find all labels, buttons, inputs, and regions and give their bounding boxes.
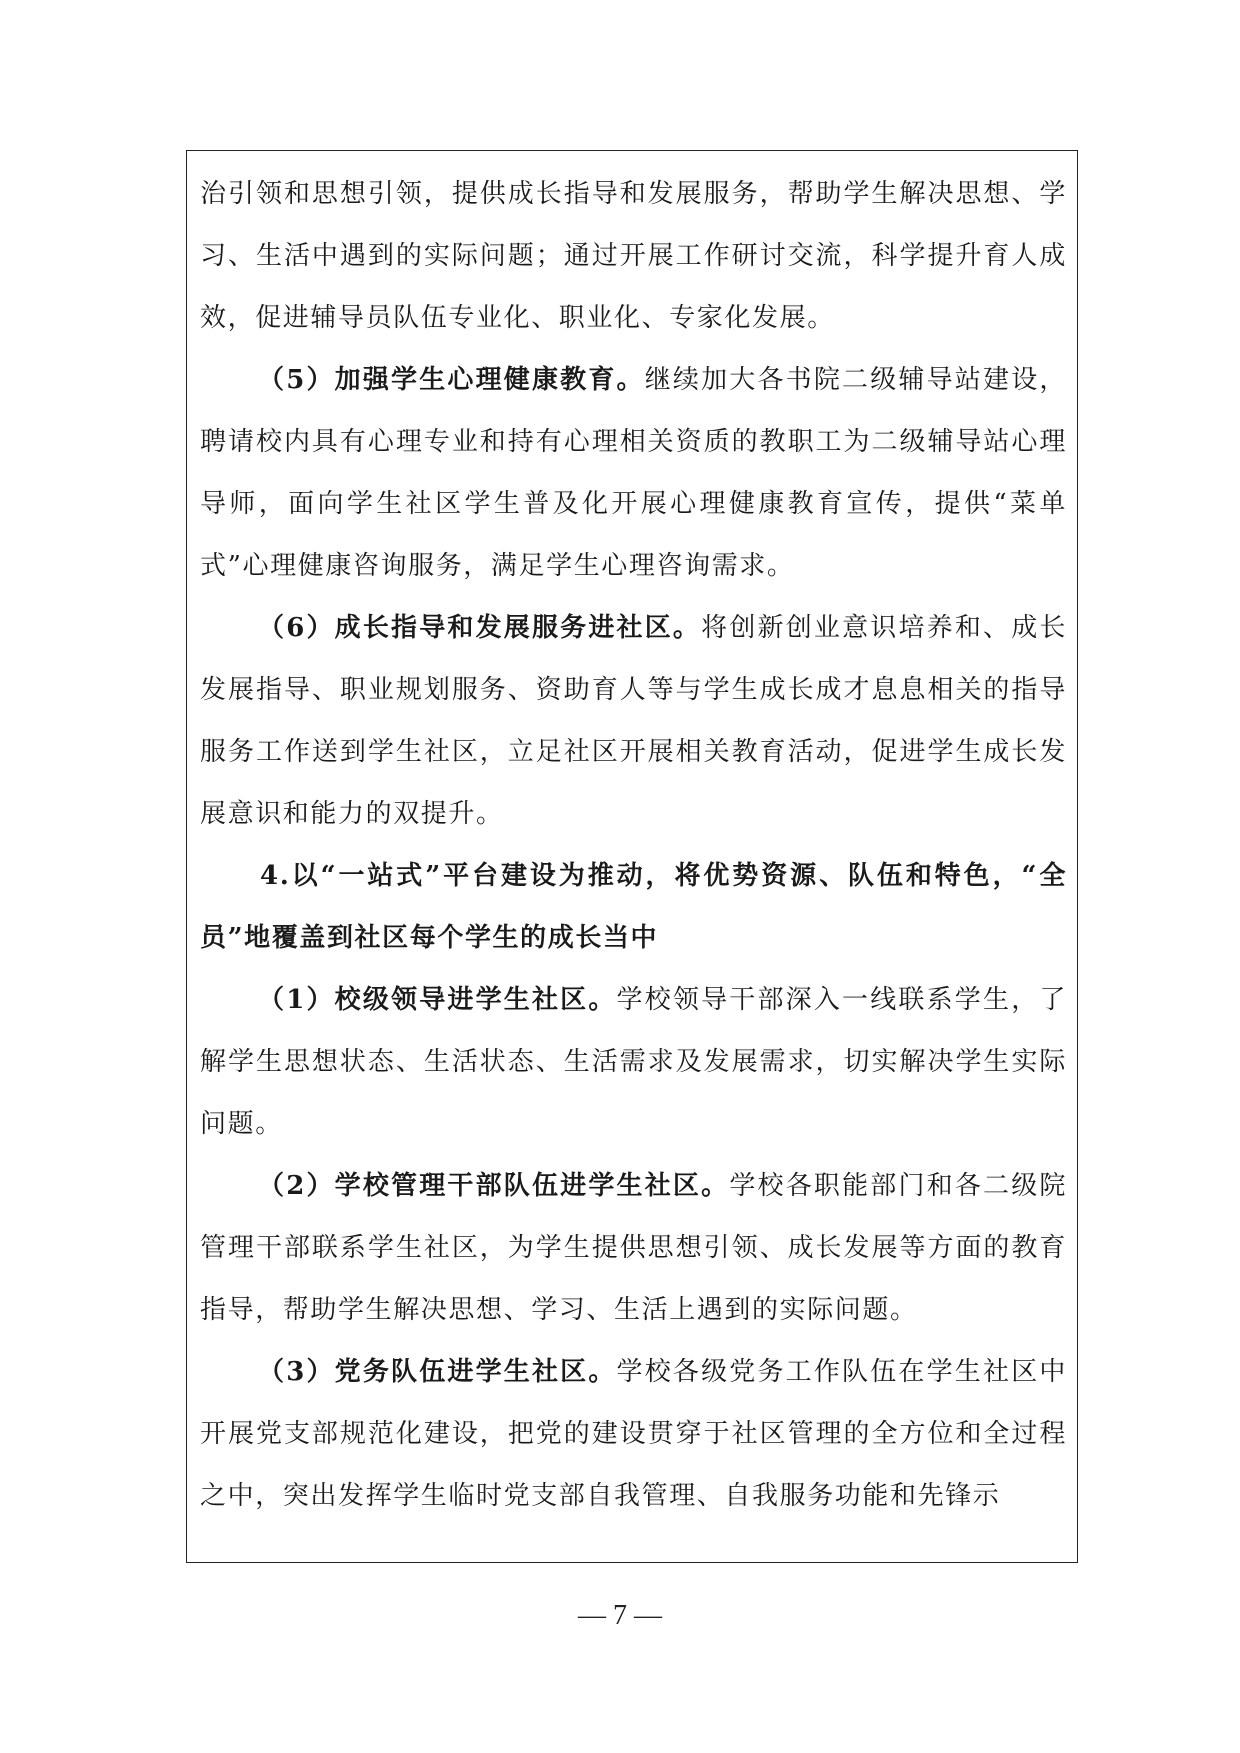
- page-number: — 7 —: [578, 1600, 662, 1631]
- content-frame: [186, 150, 1078, 1563]
- paragraph-item-1: [200, 969, 1067, 1155]
- paragraph-item-5: [200, 349, 1067, 597]
- paragraph-continued: [200, 163, 1067, 349]
- item-heading: （5）加强学生心理健康教育。: [258, 365, 645, 395]
- item-heading: （6）成长指导和发展服务进社区。: [258, 613, 702, 643]
- paragraph-item-3: [200, 1341, 1067, 1527]
- item-heading: （1）校级领导进学生社区。: [258, 985, 617, 1015]
- item-heading: （2）学校管理干部队伍进学生社区。: [258, 1171, 730, 1201]
- paragraph-body: 学校各职能部门和各二级院管理干部联系学生社区，为学生提供思想引领、成长发展等方面的教育指导，帮助学生解决思想、学习、生活上遇到的实际问题。: [200, 1171, 1067, 1325]
- paragraph-item-6: [200, 597, 1067, 845]
- paragraph-body: 学校各级党务工作队伍在学生社区中开展党支部规范化建设，把党的建设贯穿于社区管理的全方位和全过程之中，突出发挥学生临时党支部自我管理、自我服务功能和先锋示: [200, 1357, 1067, 1511]
- paragraph-body: 学校领导干部深入一线联系学生，了解学生思想状态、生活状态、生活需求及发展需求，切实解决学生实际问题。: [200, 985, 1067, 1139]
- paragraph-body: 继续加大各书院二级辅导站建设，聘请校内具有心理专业和持有心理相关资质的教职工为二级辅导站心理导师，面向学生社区学生普及化开展心理健康教育宣传，提供“菜单式”心理健康咨询服务，满足学生心理咨询需求。: [200, 365, 1067, 581]
- item-heading: （3）党务队伍进学生社区。: [258, 1357, 617, 1387]
- paragraph-item-2: [200, 1155, 1067, 1341]
- section-heading-4: [200, 845, 1067, 969]
- paragraph-body: 将创新创业意识培养和、成长发展指导、职业规划服务、资助育人等与学生成长成才息息相关的指导服务工作送到学生社区，立足社区开展相关教育活动，促进学生成长发展意识和能力的双提升。: [200, 613, 1067, 829]
- section-heading-text: 4.以“一站式”平台建设为推动，将优势资源、队伍和特色，“全员”地覆盖到社区每个学生的成长当中: [200, 861, 1067, 953]
- paragraph-body: 治引领和思想引领，提供成长指导和发展服务，帮助学生解决思想、学习、生活中遇到的实际问题；通过开展工作研讨交流，科学提升育人成效，促进辅导员队伍专业化、职业化、专家化发展。: [200, 179, 1067, 333]
